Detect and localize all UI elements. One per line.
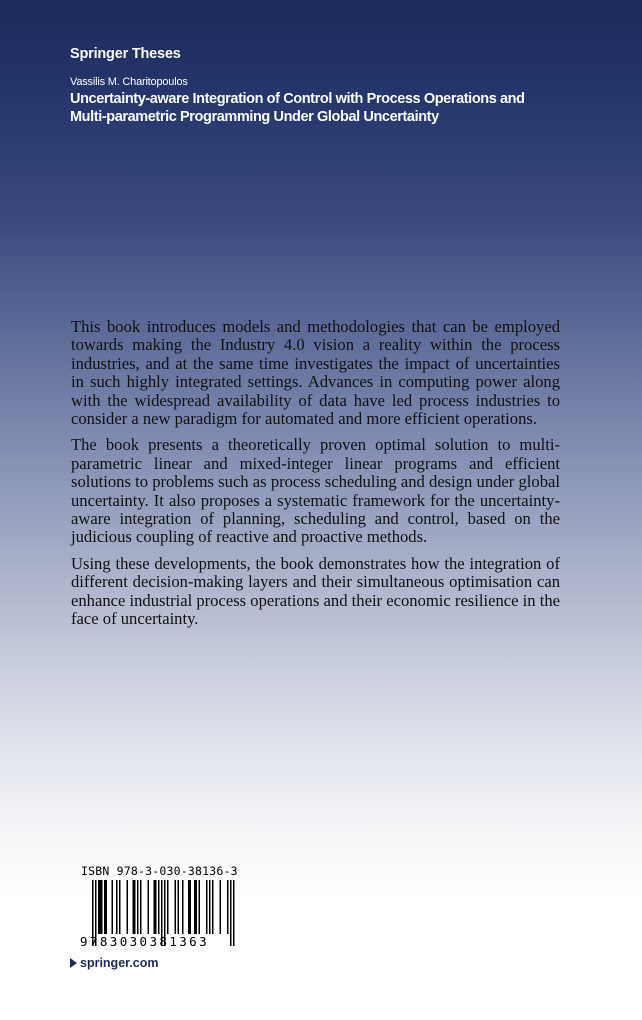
barcode-bar <box>106 880 108 934</box>
barcode-bar <box>199 880 201 934</box>
barcode-bar <box>119 880 121 934</box>
barcode-bar <box>101 880 103 934</box>
website-link[interactable] <box>70 956 159 970</box>
barcode-bar <box>209 880 211 934</box>
book-title-line: Uncertainty-aware Integration of Control with Process Operations and <box>70 91 525 107</box>
barcode-bar <box>182 880 184 934</box>
barcode-bar <box>196 880 198 934</box>
barcode-bar <box>206 880 208 934</box>
barcode-bar <box>212 880 214 934</box>
barcode-digits: 9783030381363 <box>80 934 210 949</box>
barcode-bar <box>175 880 177 934</box>
barcode-bar <box>127 880 129 934</box>
barcode-bar <box>158 880 160 934</box>
barcode-bar <box>227 880 229 934</box>
barcode-bar <box>167 880 169 934</box>
barcode-bar <box>178 880 180 934</box>
barcode-bar <box>190 880 192 934</box>
barcode-bar <box>104 880 106 934</box>
author-name: Vassilis M. Charitopoulos <box>70 76 188 88</box>
blurb-paragraph: The book presents a theoretically proven optimal solution to multiparametric linear and mixed-integer linear programs and efficient solutions to problems such as process scheduling and design under global uncertainty. It also proposes a systematic framework for the uncertaintyaware integration of planning, scheduling and control, based on the judicious coupling of reactive and proactive methods. <box>71 435 560 547</box>
series-name: Springer Theses <box>70 46 181 62</box>
barcode-bar <box>140 880 142 934</box>
barcode-bar <box>188 880 190 934</box>
book-title <box>70 90 590 126</box>
barcode-bar <box>133 880 135 934</box>
barcode-bar <box>112 880 114 934</box>
barcode-bar <box>220 880 222 934</box>
barcode-bar <box>155 880 157 934</box>
arrow-right-icon <box>70 958 77 968</box>
barcode-bar <box>98 880 100 934</box>
book-title-line: Multi-parametric Programming Under Global Uncertainty <box>70 109 439 125</box>
barcode-bar <box>154 880 156 934</box>
website-label: springer.com <box>80 956 159 970</box>
isbn-label: ISBN 978-3-030-38136-3 <box>81 864 238 878</box>
blurb-paragraph: Using these developments, the book demonstrates how the integration of different decision-making layers and their simultaneous optimisation can enhance industrial process operations and their economic resilience in the face of uncertainty. <box>71 553 560 629</box>
barcode-bar <box>194 880 196 934</box>
barcode-bar <box>116 880 118 934</box>
blurb <box>71 318 560 637</box>
barcode-bar <box>134 880 136 934</box>
barcode-bar <box>148 880 150 934</box>
barcode-bar <box>100 880 102 934</box>
barcode-bar <box>137 880 139 934</box>
blurb-paragraph: This book introduces models and methodologies that can be employed towards making the Industry 4.0 vision a reality within the process industries, and at the same time investigates the impact of uncertainties in such highly integrated settings. Advances in computing power along with the widespread availability of data have led process industries to consider a new paradigm for automated and more efficient operations. <box>71 317 560 429</box>
